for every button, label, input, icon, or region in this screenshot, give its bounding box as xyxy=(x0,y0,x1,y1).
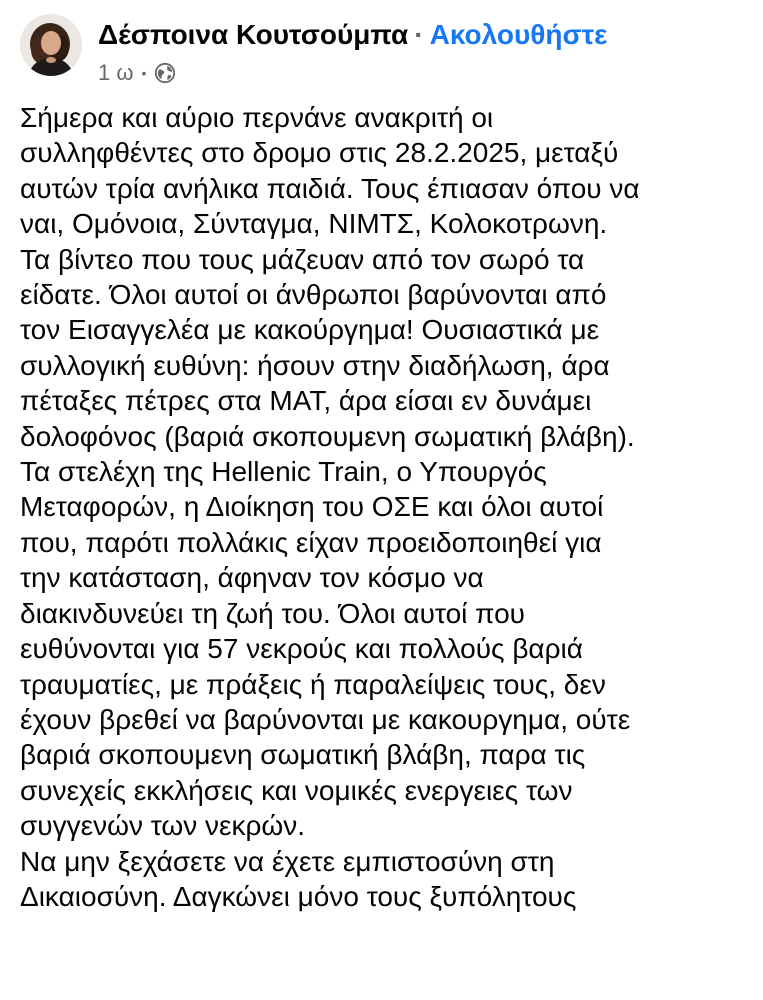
post-text-line: συλλογική ευθύνη: ήσουν στην διαδήλωση, άρα xyxy=(20,349,610,381)
author-name[interactable]: Δέσποινα Κουτσούμπα xyxy=(98,19,409,50)
post-text-line: τον Εισαγγελέα με κακούργημα! Ουσιαστικά με xyxy=(20,314,600,346)
header-separator: · xyxy=(414,19,424,50)
post-text-line: Σήμερα και αύριο περνάνε ανακριτή οι xyxy=(20,102,494,133)
avatar[interactable] xyxy=(20,14,82,76)
post-text xyxy=(20,100,748,914)
post-text-line: Μεταφορών, η Διοίκηση του ΟΣΕ και όλοι αυτοί xyxy=(20,491,604,523)
post-text-line: Να μην ξεχάσετε να έχετε εμπιστοσύνη στη xyxy=(20,845,555,877)
post-text-line: συλληφθέντες στο δρομο στις 28.2.2025, μεταξύ xyxy=(20,137,619,169)
follow-button[interactable]: Ακολουθήστε xyxy=(429,19,608,50)
post-text-line: βαριά σκοπουμενη σωματική βλάβη, παρα τις xyxy=(20,739,586,771)
post-text-line: τραυματίες, με πράξεις ή παραλείψεις τους, δεν xyxy=(20,668,606,700)
post-text-line: Τα στελέχη της Hellenic Train, ο Υπουργός xyxy=(20,456,547,488)
post-text-line: ναι, Ομόνοια, Σύνταγμα, ΝΙΜΤΣ, Κολοκοτρωνη. xyxy=(20,208,608,240)
post-text-line: διακινδυνεύει τη ζωή του. Όλοι αυτοί που xyxy=(20,597,525,629)
post-text-line: αυτών τρία ανήλικα παιδιά. Τους έπιασαν όπου να xyxy=(20,172,640,204)
post-text-line: που, παρότι πολλάκις είχαν προειδοποιηθεί για xyxy=(20,526,602,558)
post-text-line: δολοφόνος (βαριά σκοπουμενη σωματική βλάβη). xyxy=(20,420,635,452)
post-meta xyxy=(98,60,176,86)
post-text-line: Τα βίντεο που τους μάζευαν από τον σωρό τα xyxy=(20,243,585,275)
post-text-line: είδατε. Όλοι αυτοί οι άνθρωποι βαρύνονται από xyxy=(20,279,607,311)
post-text-line: έχουν βρεθεί να βαρύνονται με κακουργημα, ούτε xyxy=(20,703,631,735)
post-text-line: την κατάσταση, άφηναν τον κόσμο να xyxy=(20,562,484,594)
post-text-line: Δικαιοσύνη. Δαγκώνει μόνο τους ξυπόλητους xyxy=(20,880,577,912)
globe-icon[interactable] xyxy=(154,62,176,84)
post-timestamp[interactable]: 1 ω xyxy=(98,60,134,85)
post-text-line: πέταξες πέτρες στα ΜΑΤ, άρα είσαι εν δυνάμει xyxy=(20,385,592,417)
post-text-line: ευθύνονται για 57 νεκρούς και πολλούς βαριά xyxy=(20,633,583,665)
post-text-line: συνεχείς εκκλήσεις και νομικές ενεργειες των xyxy=(20,774,573,806)
author-line xyxy=(98,18,607,52)
post-header xyxy=(20,14,743,84)
meta-separator: • xyxy=(141,65,147,81)
post-text-line: συγγενών των νεκρών. xyxy=(20,810,306,842)
